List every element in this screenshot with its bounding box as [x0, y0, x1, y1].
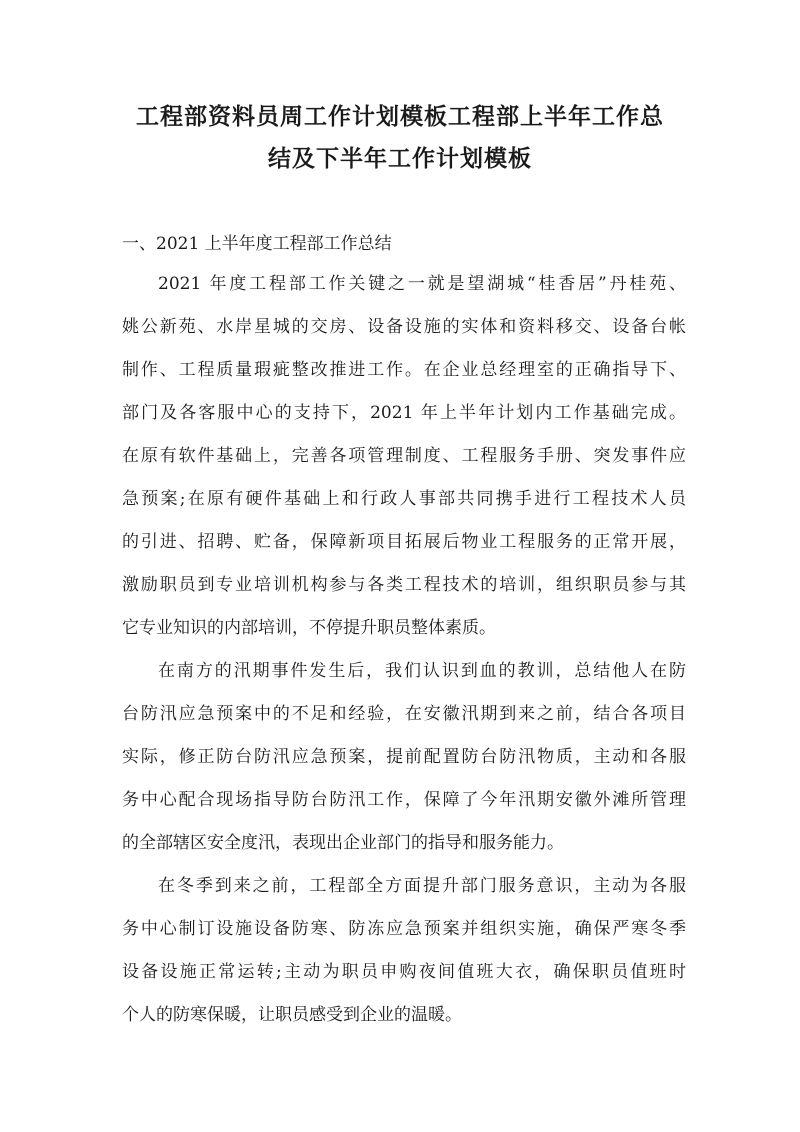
paragraph-1-line: 制作、工程质量瑕疵整改推进工作。在企业总经理室的正确指导下、	[122, 360, 686, 380]
paragraph-3-line: 务中心制订设施设备防寒、防冻应急预案并组织实施，确保严寒冬季	[122, 919, 686, 939]
paragraph-1-line: 激励职员到专业培训机构参与各类工程技术的培训，组织职员参与其	[122, 575, 686, 595]
paragraph-2-line: 的全部辖区安全度汛，表现出企业部门的指导和服务能力。	[122, 833, 564, 853]
paragraph-2-line: 台防汛应急预案中的不足和经验，在安徽汛期到来之前，结合各项目	[122, 704, 686, 724]
paragraph-3-line: 在冬季到来之前，工程部全方面提升部门服务意识，主动为各服	[158, 876, 686, 896]
paragraph-1-line: 急预案;在原有硬件基础上和行政人事部共同携手进行工程技术人员	[122, 489, 686, 509]
paragraph-1-line: 2021 年度工程部工作关键之一就是望湖城“桂香居”丹桂苑、	[158, 274, 686, 294]
paragraph-2-line: 实际，修正防台防汛应急预案，提前配置防台防汛物质，主动和各服	[122, 747, 686, 767]
document-title-line-2: 结及下半年工作计划模板	[268, 146, 532, 172]
paragraph-2-line: 在南方的汛期事件发生后，我们认识到血的教训，总结他人在防	[158, 661, 686, 681]
paragraph-1-line: 在原有软件基础上，完善各项管理制度、工程服务手册、突发事件应	[122, 446, 686, 466]
paragraph-2-line: 务中心配合现场指导防台防汛工作，保障了今年汛期安徽外滩所管理	[122, 790, 686, 810]
section-heading: 一、2021 上半年度工程部工作总结	[122, 234, 392, 254]
document-title-line-1: 工程部资料员周工作计划模板工程部上半年工作总	[136, 104, 664, 130]
paragraph-1-line: 的引进、招聘、贮备，保障新项目拓展后物业工程服务的正常开展，	[122, 532, 686, 552]
paragraph-1-line: 它专业知识的内部培训，不停提升职员整体素质。	[122, 618, 496, 638]
paragraph-1-line: 姚公新苑、水岸星城的交房、设备设施的实体和资料移交、设备台帐	[122, 317, 686, 337]
paragraph-3-line: 设备设施正常运转;主动为职员申购夜间值班大衣，确保职员值班时	[122, 962, 686, 982]
paragraph-1-line: 部门及各客服中心的支持下，2021 年上半年计划内工作基础完成。	[122, 403, 686, 423]
paragraph-3-line: 个人的防寒保暖，让职员感受到企业的温暖。	[122, 1005, 462, 1025]
